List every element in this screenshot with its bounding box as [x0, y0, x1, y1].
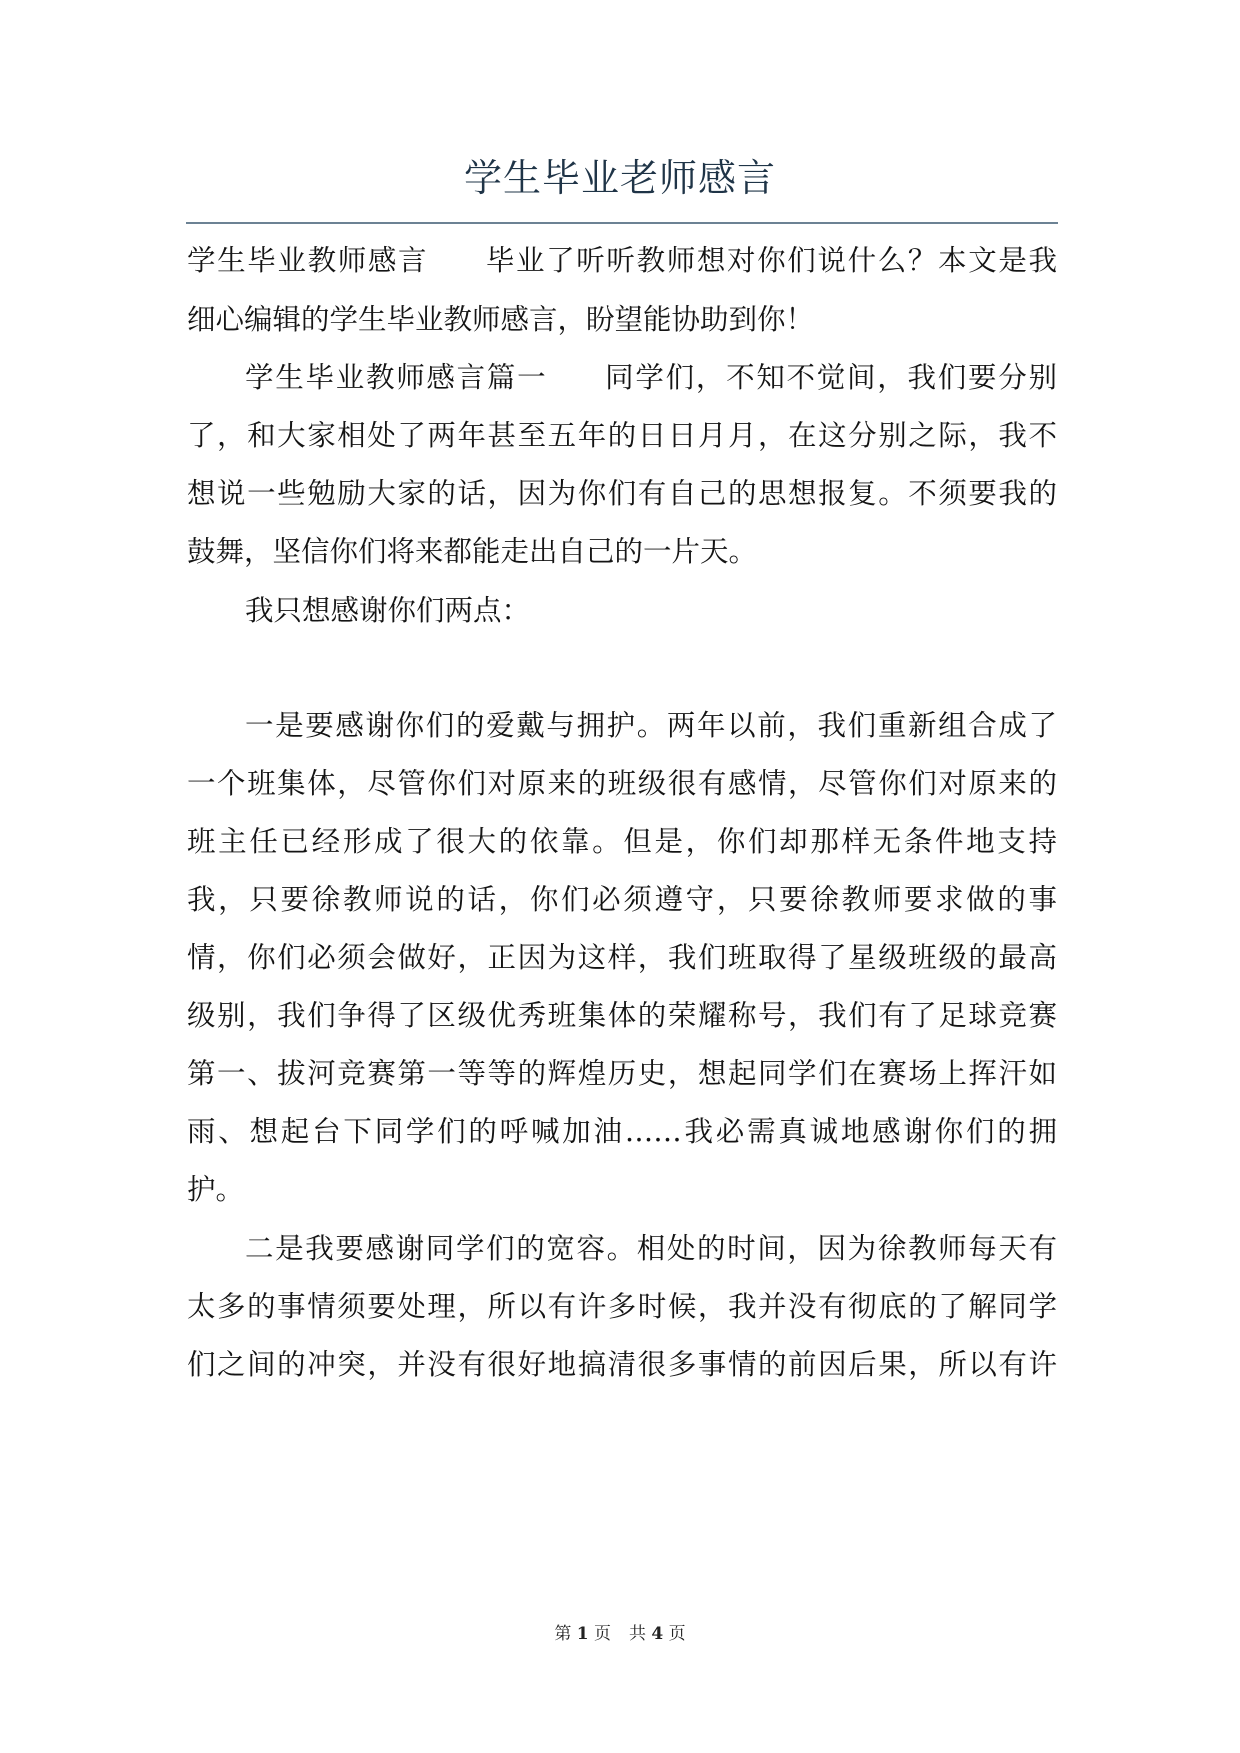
- body-line-point1-6: 级别，我们争得了区级优秀班集体的荣耀称号，我们有了足球竞赛: [187, 999, 1057, 1032]
- body-line-point1-4: 我，只要徐教师说的话，你们必须遵守，只要徐教师要求做的事: [187, 883, 1057, 916]
- body-line-point2-2: 太多的事情须要处理，所以有许多时候，我并没有彻底的了解同学: [187, 1290, 1057, 1323]
- total-page-count: 4: [651, 1624, 664, 1644]
- body-line-thanks-intro: 我只想感谢你们两点：: [245, 594, 531, 627]
- part1-heading-text: 学生毕业教师感言篇一: [245, 361, 548, 394]
- page-prefix: 第: [554, 1624, 572, 1644]
- body-line-intro-2: 细心编辑的学生毕业教师感言，盼望能协助到你！: [187, 303, 815, 336]
- total-prefix: 共: [629, 1624, 646, 1644]
- body-line-point1-3: 班主任已经形成了很大的依靠。但是，你们却那样无条件地支持: [187, 825, 1057, 858]
- page-number-footer: [0, 1622, 1240, 1646]
- body-line-part1-2: 了，和大家相处了两年甚至五年的日日月月，在这分别之际，我不: [187, 419, 1057, 452]
- body-line-point1-7: 第一、拔河竞赛第一等等的辉煌历史，想起同学们在赛场上挥汗如: [187, 1057, 1057, 1090]
- body-line-point1-5: 情，你们必须会做好，正因为这样，我们班取得了星级班级的最高: [187, 941, 1057, 974]
- intro-text: 毕业了听听教师想对你们说什么？本文是我: [484, 244, 1057, 277]
- body-line-point2-3: 们之间的冲突，并没有很好地搞清很多事情的前因后果，所以有许: [187, 1348, 1057, 1381]
- body-line-part1-4: 鼓舞，坚信你们将来都能走出自己的一片天。: [187, 535, 758, 568]
- intro-heading-text: 学生毕业教师感言: [187, 244, 429, 277]
- body-line-point1-1: 一是要感谢你们的爱戴与拥护。两年以前，我们重新组合成了: [245, 709, 1057, 742]
- body-line-point1-2: 一个班集体，尽管你们对原来的班级很有感情，尽管你们对原来的: [187, 767, 1057, 800]
- part1-text: 同学们，不知不觉间，我们要分别: [603, 361, 1057, 394]
- body-line-intro-1: [187, 241, 1057, 281]
- body-line-part1-1: [245, 358, 1057, 398]
- total-suffix: 页: [668, 1624, 686, 1644]
- title-underline-divider: [186, 222, 1058, 224]
- body-line-part1-3: 想说一些勉励大家的话，因为你们有自己的思想报复。不须要我的: [187, 477, 1057, 510]
- body-line-point1-8: 雨、想起台下同学们的呼喊加油……我必需真诚地感谢你们的拥: [187, 1115, 1057, 1148]
- current-page-number: 1: [576, 1624, 589, 1644]
- page-suffix: 页: [594, 1624, 611, 1644]
- document-title: 学生毕业老师感言: [463, 156, 776, 200]
- body-line-point1-9: 护。: [187, 1173, 245, 1206]
- body-line-point2-1: 二是我要感谢同学们的宽容。相处的时间，因为徐教师每天有: [245, 1232, 1057, 1265]
